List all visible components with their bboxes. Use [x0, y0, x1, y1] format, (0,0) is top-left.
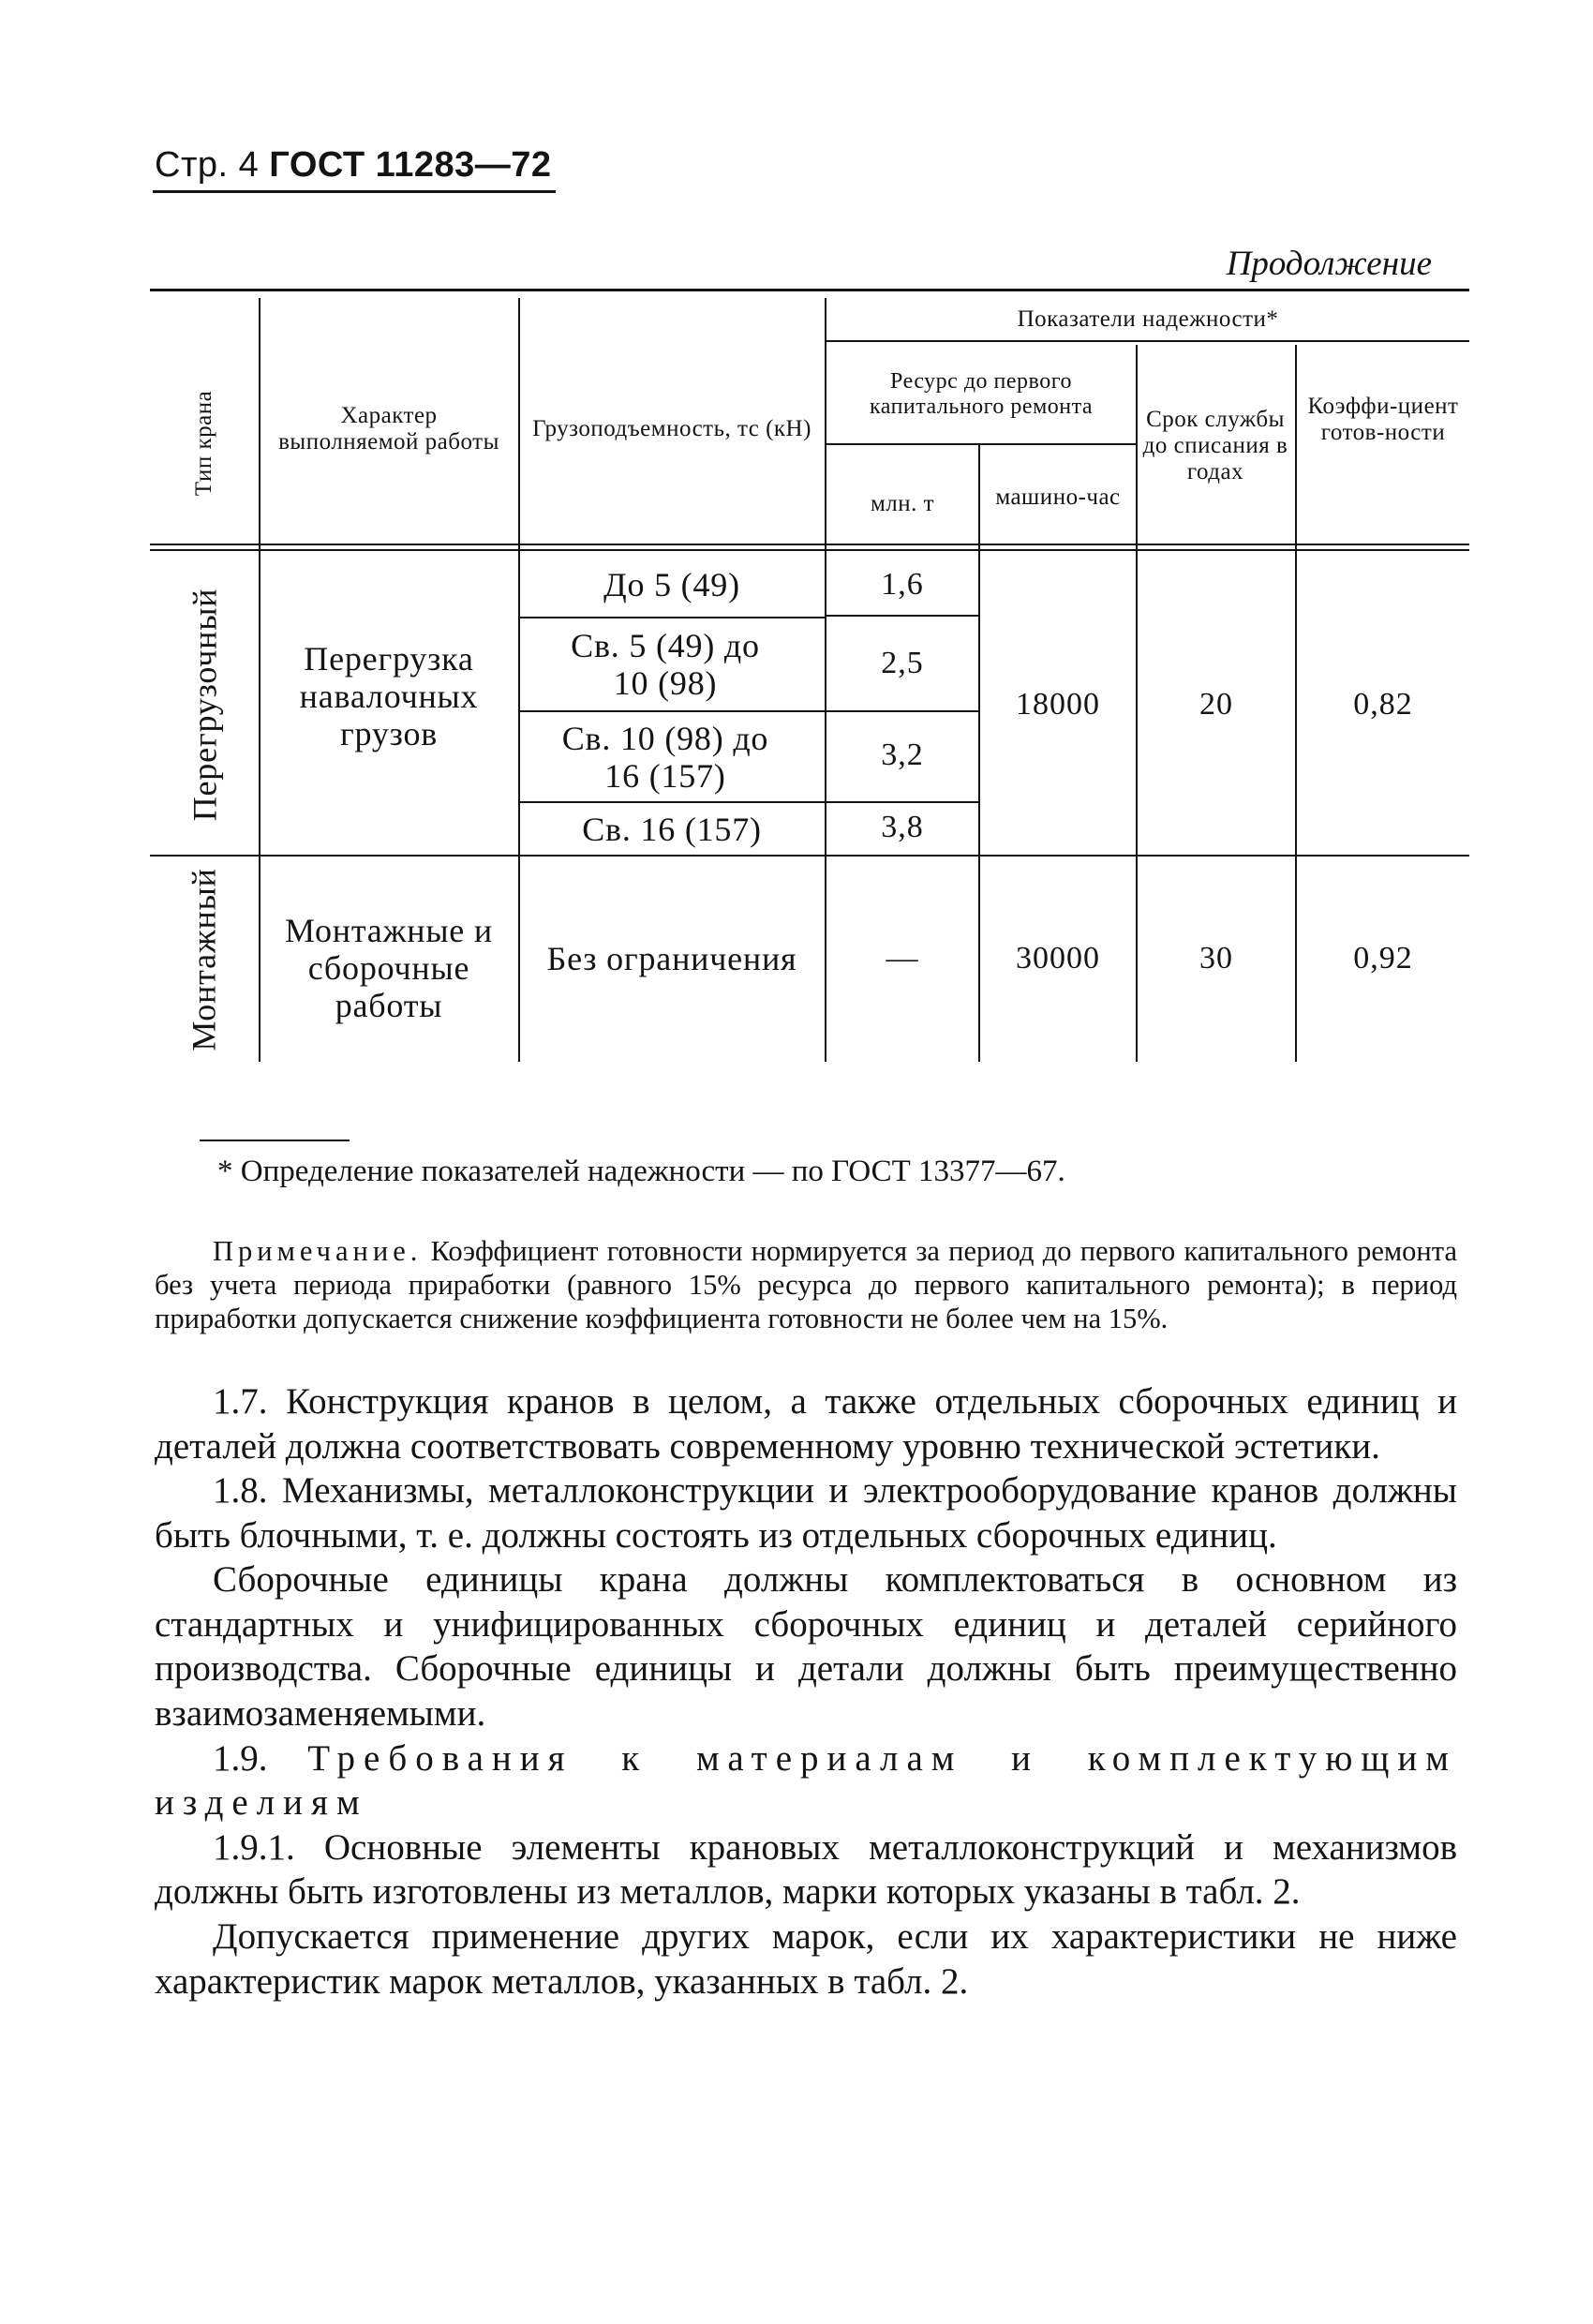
header-double-rule — [150, 549, 1469, 551]
resource-mln-t-cell: — — [886, 940, 919, 976]
group-header-reliability: Показатели надежности* — [1017, 305, 1279, 332]
note-label: Примечание. — [213, 1235, 423, 1267]
col-header-capacity: Грузоподъемность, тс (кН) — [532, 416, 811, 441]
row-type-transshipment: Перегрузочный — [186, 588, 223, 822]
availability-cell: 0,82 — [1353, 686, 1413, 722]
paragraph-1-9-1: 1.9.1. Основные элементы крановых металлоконструкций и механизмов должны быть изготовлены из металлов, марки которых указаны в табл. 2. — [155, 1826, 1457, 1913]
table-col-rule — [518, 298, 520, 1062]
header-double-rule — [150, 544, 1469, 545]
reliability-table — [150, 289, 1469, 1062]
footnote: * Определение показателей надежности — по ГОСТ 13377—67. — [217, 1155, 1065, 1188]
resource-mln-t-cell: 2,5 — [881, 645, 924, 680]
standard-number: ГОСТ 11283—72 — [269, 145, 552, 185]
col-header-service-life: Срок службы до списания в годах — [1142, 406, 1288, 484]
paragraph-assembly-units: Сборочные единицы крана должны комплектоваться в основном из стандартных и унифицированных сборочных единиц и деталей серийного производства. Сборочные единицы и детали должны быть преимущественно взаимозаменяемыми. — [155, 1559, 1457, 1735]
col-header-work: Характер выполняемой работы — [278, 403, 499, 454]
capacity-cell: Без ограничения — [546, 939, 797, 977]
capacity-cell: Св. 16 (157) — [582, 810, 762, 848]
table-rule — [150, 855, 1469, 857]
machine-hours-cell: 30000 — [1016, 940, 1100, 976]
col-header-availability: Коэффи-циент готов-ности — [1307, 394, 1459, 445]
paragraph-1-7: 1.7. Конструкция кранов в целом, а также отдельных сборочных единиц и деталей должна соответствовать современному уровню технической эстетики. — [155, 1381, 1457, 1467]
capacity-cell: До 5 (49) — [603, 565, 740, 603]
footnote-rule — [200, 1140, 350, 1141]
table-rule — [826, 340, 1469, 342]
service-life-cell: 20 — [1199, 686, 1233, 722]
paragraph-allowed-grades: Допускается применение других марок, если их характеристики не ниже характеристик марок металлов, указанных в табл. 2. — [155, 1915, 1457, 2002]
page-number: Стр. 4 — [155, 145, 270, 185]
resource-mln-t-cell: 1,6 — [881, 566, 924, 602]
capacity-cell: Св. 5 (49) до 10 (98) — [571, 626, 760, 702]
section-1-9-title: Требования к материалам и комплектующим изделиям — [155, 1737, 1457, 1824]
header-rule — [153, 190, 556, 193]
service-life-cell: 30 — [1199, 940, 1233, 976]
continuation-label: Продолжение — [1226, 245, 1432, 283]
table-rule — [826, 443, 1136, 445]
paragraph-1-9 — [155, 1736, 1457, 1825]
table-top-rule — [150, 289, 1469, 291]
availability-cell: 0,92 — [1353, 940, 1413, 976]
page-header — [155, 145, 552, 186]
row-work-assembly: Монтажные и сборочные работы — [285, 911, 493, 1025]
table-rule — [826, 615, 978, 617]
paragraph-1-8: 1.8. Механизмы, металлоконструкции и электрооборудование кранов должны быть блочными, т. е. должны состоять из отдельных сборочных единиц. — [155, 1470, 1457, 1556]
note-text: Коэффициент готовности нормируется за период до первого капитального ремонта без учета периода приработки (равного 15% ресурса до первого капитального ремонта); в период приработки допускается снижение коэффициента готовности не более чем на 15%. — [155, 1235, 1457, 1334]
col-header-machine-hours: машино-час — [995, 484, 1121, 510]
section-body — [155, 1379, 1457, 2004]
resource-mln-t-cell: 3,8 — [881, 810, 924, 845]
table-col-rule — [259, 298, 261, 1062]
resource-mln-t-cell: 3,2 — [881, 737, 924, 773]
group-header-resource: Ресурс до первого капитального ремонта — [869, 368, 1094, 419]
section-1-9-number: 1.9. — [213, 1737, 308, 1779]
row-type-assembly: Монтажный — [186, 868, 224, 1051]
col-header-type: Тип крана — [191, 390, 216, 497]
machine-hours-cell: 18000 — [1016, 686, 1100, 722]
capacity-cell: Св. 10 (98) до 16 (157) — [561, 719, 769, 795]
note-paragraph — [155, 1235, 1457, 1336]
row-work-transshipment: Перегрузка навалочных грузов — [299, 639, 479, 753]
col-header-mln-t: млн. т — [870, 491, 935, 516]
table-rule — [518, 617, 825, 618]
